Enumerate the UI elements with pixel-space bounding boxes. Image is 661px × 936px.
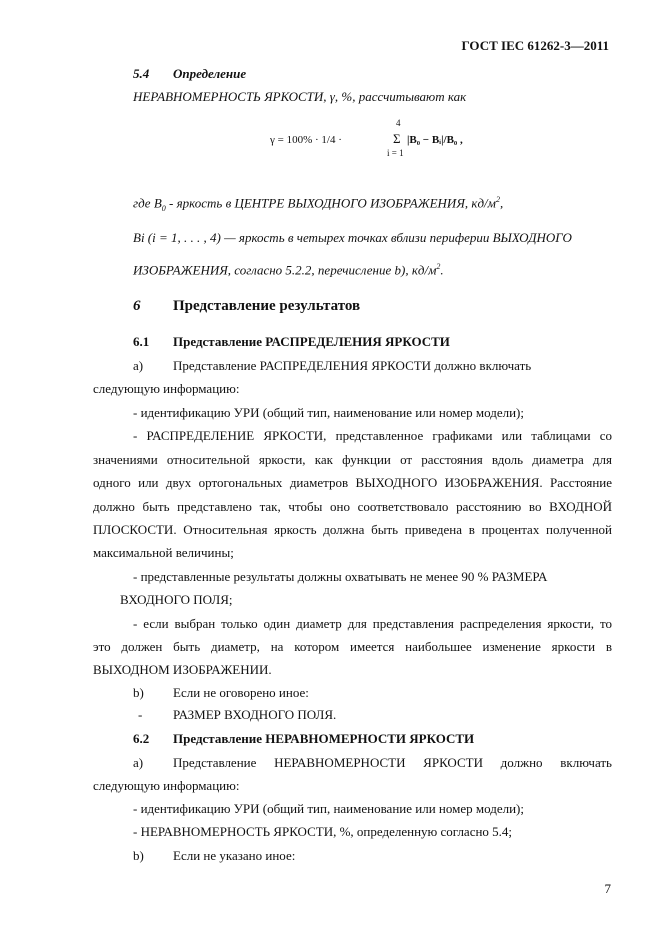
item-6-1-distribution-l1: - РАСПРЕДЕЛЕНИЕ ЯРКОСТИ, представленное графиками или таблицами со <box>133 428 612 443</box>
item-6-1-distribution-l4: должно быть представлено так, чтобы оно соответствовало расстоянию во ВХОДНОЙ <box>93 499 612 514</box>
document-code: ГОСТ IEC 61262-3—2011 <box>461 38 609 53</box>
bi-line-2-end: . <box>440 262 444 278</box>
item-6-1-diameter-l1: - если выбран только один диаметр для представления распределения яркости, то <box>133 616 612 631</box>
formula-lhs: γ = 100% · 1/4 · <box>270 134 342 146</box>
item-b-6-1: Если не оговорено иное: <box>173 685 309 700</box>
where-b0-prefix: где B <box>133 195 162 211</box>
list-marker-b-6-2: b) <box>133 848 144 863</box>
item-6-1-diameter-l2: это должен быть диаметр, на котором имеется наибольшее изменение яркости в <box>93 639 612 654</box>
where-b0-line <box>133 195 503 213</box>
item-a-6-2-cont: следующую информацию: <box>93 778 240 793</box>
item-6-2-nonuniformity: - НЕРАВНОМЕРНОСТЬ ЯРКОСТИ, %, определенную согласно 5.4; <box>133 824 513 839</box>
section-number-6: 6 <box>133 298 141 314</box>
item-6-1-ident: - идентификацию УРИ (общий тип, наименование или номер модели); <box>133 405 524 420</box>
bi-line-2 <box>133 262 444 278</box>
item-a-6-1-cont: следующую информацию: <box>93 381 240 396</box>
bi-line-2-text: ИЗОБРАЖЕНИЯ, согласно 5.2.2, перечисление b), кд/м <box>133 262 437 278</box>
item-6-1-distribution-l2: значениями относительной яркости, как функции от расстояния вдоль диаметра для <box>93 452 612 467</box>
definition-intro: НЕРАВНОМЕРНОСТЬ ЯРКОСТИ, γ, %, рассчитывают как <box>133 89 467 104</box>
dash-marker-6-1: - <box>138 707 143 722</box>
item-6-1-coverage-l1: - представленные результаты должны охватывать не менее 90 % РАЗМЕРА <box>133 569 548 584</box>
list-marker-a-6-2: а) <box>133 755 144 770</box>
where-b0-subscript: 0 <box>161 203 166 213</box>
section-number-6-1: 6.1 <box>133 334 150 349</box>
item-6-1-distribution-l5: ПЛОСКОСТИ. Относительная яркость должна быть приведена в процентах полученной <box>93 522 612 537</box>
section-number-6-2: 6.2 <box>133 731 150 746</box>
section-title-6: Представление результатов <box>173 298 361 314</box>
item-6-1-diameter-l3: ВЫХОДНОМ ИЗОБРАЖЕНИИ. <box>93 662 272 677</box>
item-6-1-distribution-l3: одного или двух ортогональных диаметров ВЫХОДНОГО ИЗОБРАЖЕНИЯ. Расстояние <box>93 475 612 490</box>
section-number-5-4: 5.4 <box>133 66 150 81</box>
item-6-1-distribution-l6: максимальной величины; <box>93 545 234 560</box>
formula-rhs: |B₀ − Bᵢ|/B₀ , <box>407 134 463 146</box>
formula-sum-symbol: Σ <box>393 131 401 146</box>
where-b0-superscript: 2 <box>495 195 500 204</box>
list-marker-b-6-1: b) <box>133 685 144 700</box>
section-title-5-4: Определение <box>173 66 247 81</box>
item-a-6-2: Представление НЕРАВНОМЕРНОСТИ ЯРКОСТИ должно включать <box>173 755 612 770</box>
bi-line-1: Bi (i = 1, . . . , 4) — яркость в четырех точках вблизи периферии ВЫХОДНОГО <box>133 230 572 245</box>
item-b-6-2: Если не указано иное: <box>173 848 296 863</box>
formula-sum-upper: 4 <box>396 118 401 128</box>
section-title-6-1: Представление РАСПРЕДЕЛЕНИЯ ЯРКОСТИ <box>173 334 450 349</box>
section-title-6-2: Представление НЕРАВНОМЕРНОСТИ ЯРКОСТИ <box>173 731 475 746</box>
where-b0-end: , <box>499 195 504 211</box>
list-marker-a-6-1: а) <box>133 358 144 373</box>
item-6-2-ident: - идентификацию УРИ (общий тип, наименование или номер модели); <box>133 801 524 816</box>
where-b0-text: - яркость в ЦЕНТРЕ ВЫХОДНОГО ИЗОБРАЖЕНИЯ, кд/м <box>165 195 496 211</box>
bi-line-2-superscript: 2 <box>436 262 441 271</box>
item-6-1-coverage-l2: ВХОДНОГО ПОЛЯ; <box>120 592 233 607</box>
item-6-1-field-size: РАЗМЕР ВХОДНОГО ПОЛЯ. <box>173 707 337 722</box>
page-number: 7 <box>604 881 611 896</box>
formula-sum-lower: i = 1 <box>387 148 404 158</box>
item-a-6-1: Представление РАСПРЕДЕЛЕНИЯ ЯРКОСТИ должно включать <box>173 358 532 373</box>
